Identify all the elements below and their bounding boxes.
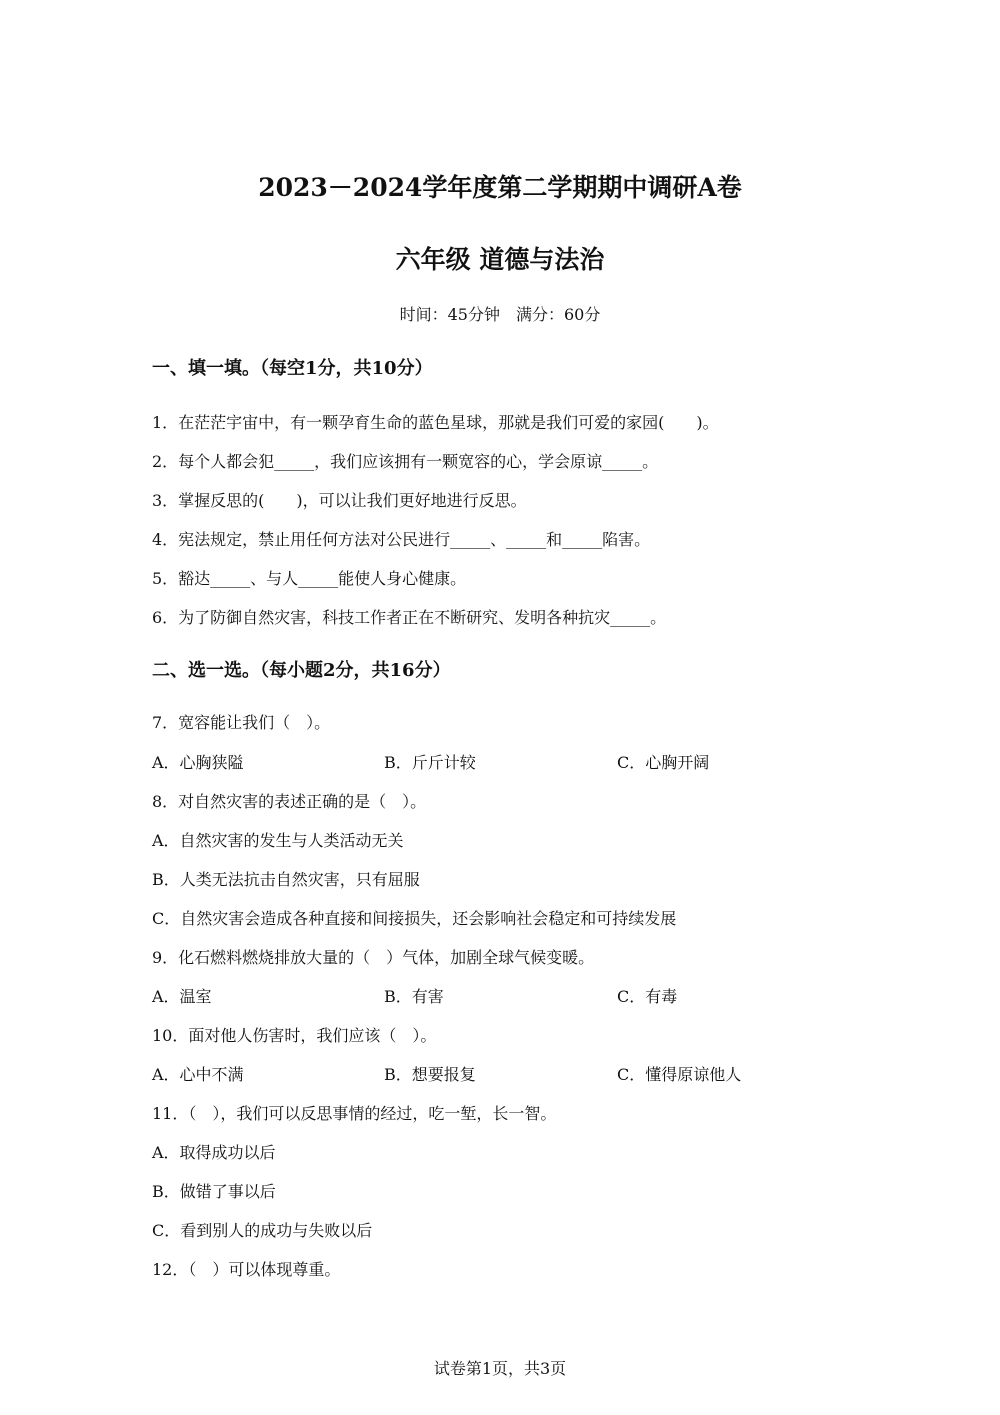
q7-option-a: A．心胸狭隘 <box>152 753 244 772</box>
question-8: 8．对自然灾害的表述正确的是（ ）。 <box>152 792 427 811</box>
q7-option-c: C．心胸开阔 <box>617 753 710 772</box>
q9-option-c: C．有毒 <box>617 987 678 1006</box>
exam-title: 2023－2024学年度第二学期期中调研A卷 <box>258 173 742 202</box>
question-6: 6．为了防御自然灾害，科技工作者正在不断研究、发明各种抗灾_____。 <box>152 608 667 627</box>
question-10: 10．面对他人伤害时，我们应该（ ）。 <box>152 1026 437 1045</box>
q9-option-a: A．温室 <box>152 987 212 1006</box>
question-3: 3．掌握反思的( )，可以让我们更好地进行反思。 <box>152 491 527 510</box>
q7-option-b: B．斤斤计较 <box>384 753 476 772</box>
q8-option-a: A．自然灾害的发生与人类活动无关 <box>152 831 404 850</box>
question-4: 4．宪法规定，禁止用任何方法对公民进行_____、_____和_____陷害。 <box>152 530 651 549</box>
question-2: 2．每个人都会犯_____，我们应该拥有一颗宽容的心，学会原谅_____。 <box>152 452 659 471</box>
q9-option-b: B．有害 <box>384 987 444 1006</box>
q10-option-c: C．懂得原谅他人 <box>617 1065 742 1084</box>
question-1: 1．在茫茫宇宙中，有一颗孕育生命的蓝色星球，那就是我们可爱的家园( )。 <box>152 413 719 432</box>
question-7: 7．宽容能让我们（ ）。 <box>152 713 331 732</box>
section1-heading: 一、填一填。（每空1分，共10分） <box>152 358 433 379</box>
exam-subtitle: 六年级 道德与法治 <box>395 245 605 274</box>
page-footer: 试卷第1页，共3页 <box>433 1359 567 1378</box>
section2-heading: 二、选一选。（每小题2分，共16分） <box>152 660 451 681</box>
question-12: 12．（ ）可以体现尊重。 <box>152 1260 341 1279</box>
q8-option-b: B．人类无法抗击自然灾害，只有屈服 <box>152 870 420 889</box>
question-11: 11．（ ），我们可以反思事情的经过，吃一堑，长一智。 <box>152 1104 557 1123</box>
q8-option-c: C．自然灾害会造成各种直接和间接损失，还会影响社会稳定和可持续发展 <box>152 909 677 928</box>
q11-option-b: B．做错了事以后 <box>152 1182 276 1201</box>
q10-option-b: B．想要报复 <box>384 1065 476 1084</box>
question-5: 5．豁达_____、与人_____能使人身心健康。 <box>152 569 467 588</box>
q11-option-c: C．看到别人的成功与失败以后 <box>152 1221 373 1240</box>
q11-option-a: A．取得成功以后 <box>152 1143 276 1162</box>
q10-option-a: A．心中不满 <box>152 1065 244 1084</box>
question-9: 9．化石燃料燃烧排放大量的（ ）气体，加剧全球气候变暖。 <box>152 948 595 967</box>
exam-meta: 时间：45分钟 满分：60分 <box>399 305 601 324</box>
